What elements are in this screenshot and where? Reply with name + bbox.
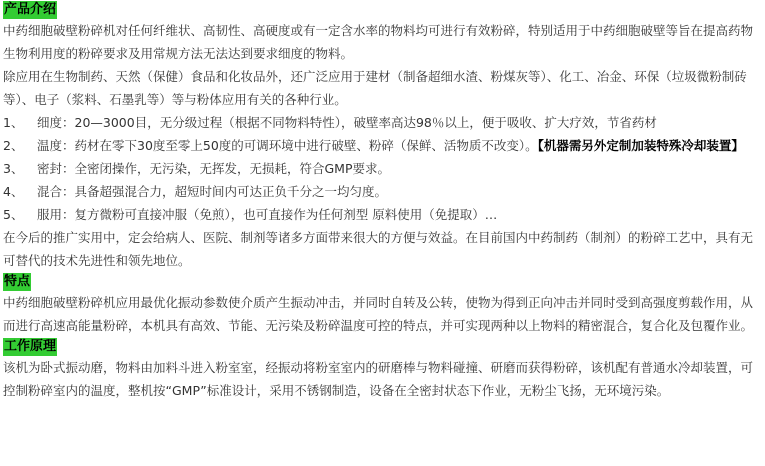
- intro-paragraph-3: 在今后的推广实用中，定会给病人、医院、制剂等诸多方面带来很大的方便与效益。在目前国内中药制药（制剂）的粉碎工艺中，具有无可替代的技术先进性和领先地位。: [3, 230, 754, 268]
- list-item-text: 混合：具备超强混合力，超短时间内可达正负千分之一均匀度。: [37, 184, 388, 199]
- list-item: [3, 134, 763, 157]
- list-item-number: 2、: [3, 138, 24, 153]
- list-item-number: 4、: [3, 184, 24, 199]
- list-item-text: 温度：药材在零下30度至零上50度的可调环境中进行破壁、粉碎（保鲜、活物质不改变）。: [37, 138, 538, 153]
- intro-paragraph-1: 中药细胞破壁粉碎机对任何纤维状、高韧性、高硬度或有一定含水率的物料均可进行有效粉碎，特别适用于中药细胞破壁等旨在提高药物生物利用度的粉碎要求及用常规方法无法达到要求细度的物料。: [3, 23, 754, 61]
- list-item-number: 5、: [3, 207, 24, 222]
- intro-paragraph-2: 除应用在生物制药、天然（保健）食品和化妆品外，还广泛应用于建材（制备超细水渣、粉煤灰等）、化工、冶金、环保（垃圾微粉制砖等）、电子（浆料、石墨乳等）等与粉体应用有关的各种行业。: [3, 69, 747, 107]
- section-heading-features: 特点: [4, 274, 31, 289]
- principle-paragraph: 该机为卧式振动磨，物料由加料斗进入粉室室，经振动将粉室室内的研磨棒与物料碰撞、研磨而获得粉碎，该机配有普通水冷却装置，可控制粉碎室内的温度，整机按“GMP”标准设计，采用不锈钢制造，设备在全密封状态下作业，无粉尘飞扬，无环境污染。: [3, 360, 754, 398]
- list-item-text: 服用：复方微粉可直接冲服（免煎），也可直接作为任何剂型 原料使用（免提取）…: [37, 207, 498, 222]
- list-item-text: 细度：20—3000目，无分级过程（根据不同物料特性），破壁率高达98％以上，便于吸收、扩大疗效，节省药材: [37, 115, 657, 130]
- list-item-number: 3、: [3, 161, 24, 176]
- list-item-text: 密封：全密闭操作，无污染，无挥发，无损耗，符合GMP要求。: [37, 161, 391, 176]
- section-heading-intro: 产品介绍: [4, 2, 57, 17]
- list-item: [3, 111, 763, 134]
- section-heading-principle: 工作原理: [4, 339, 57, 354]
- list-item: [3, 203, 763, 226]
- list-item: [3, 180, 763, 203]
- features-paragraph: 中药细胞破壁粉碎机应用最优化振动参数使介质产生振动冲击，并同时自转及公转，使物为得到正向冲击并同时受到高强度剪载作用，从而进行高速高能量粉碎，本机具有高效、节能、无污染及粉碎温度可控的特点，并可实现两种以上物料的精密混合，复合化及包覆作业。: [3, 295, 754, 333]
- list-item: [3, 157, 763, 180]
- list-item-number: 1、: [3, 115, 24, 130]
- list-item-note: 【机器需另外定制加装特殊冷却装置】: [537, 138, 744, 153]
